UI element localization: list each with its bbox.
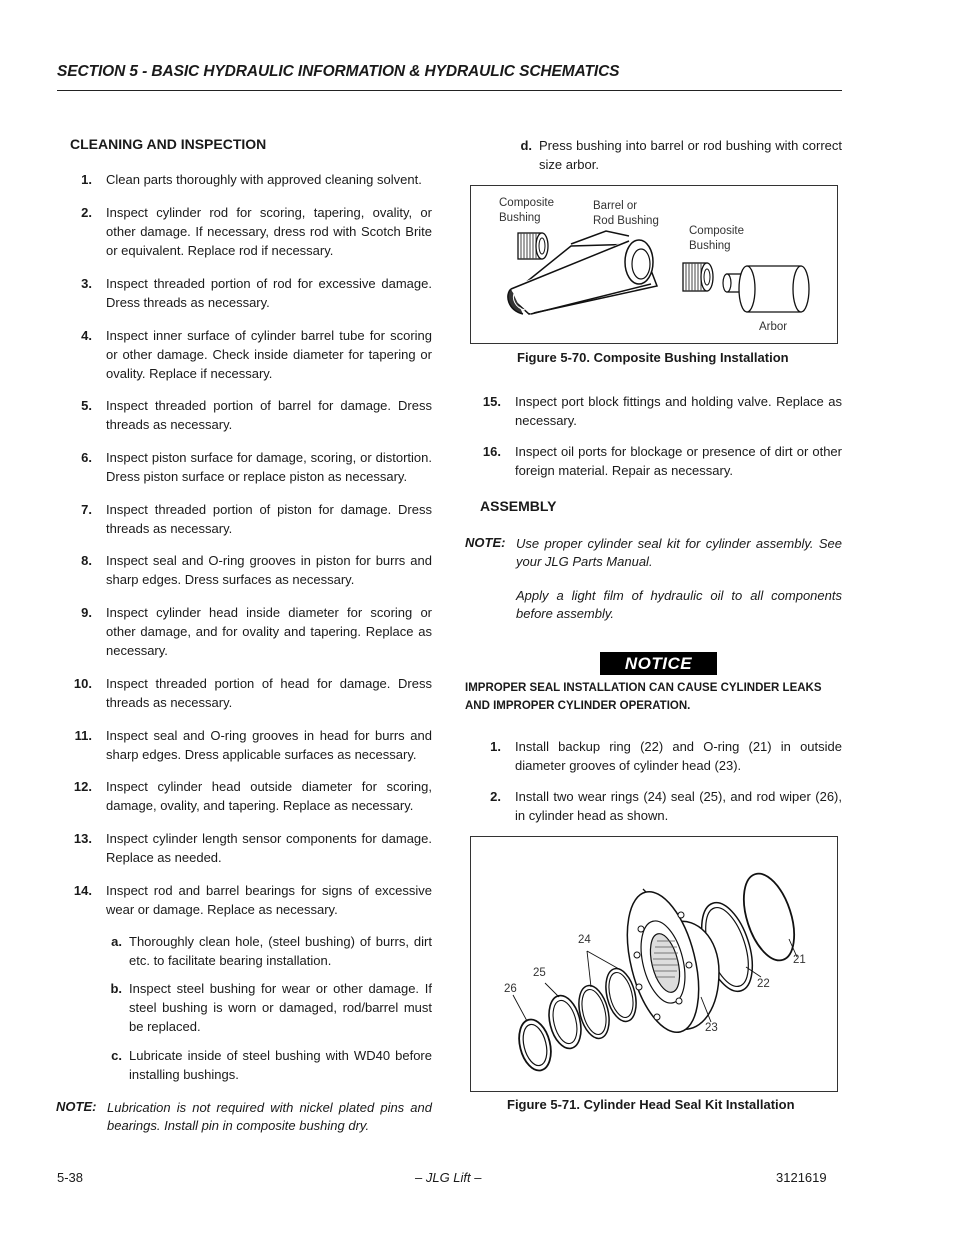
seal-kit-illustration xyxy=(471,837,837,1091)
item-number: 7. xyxy=(81,502,92,517)
list-item xyxy=(70,726,432,764)
document-number: 3121619 xyxy=(776,1170,827,1185)
item-text: Inspect rod and barrel bearings for signs of excessive wear or damage. Replace as necessary. xyxy=(106,883,432,917)
list-item xyxy=(480,442,842,480)
item-text: Install backup ring (22) and O-ring (21) in outside diameter grooves of cylinder head (23). xyxy=(515,739,842,773)
callout-26: 26 xyxy=(504,983,517,995)
item-text: Inspect cylinder head inside diameter for scoring or other damage, and for ovality and tapering. Replace as necessary. xyxy=(106,605,432,658)
list-item xyxy=(70,203,432,260)
o-ring-21 xyxy=(734,867,804,966)
item-letter: a. xyxy=(111,934,122,949)
notice-text: IMPROPER SEAL INSTALLATION CAN CAUSE CYLINDER LEAKS AND IMPROPER CYLINDER OPERATION. xyxy=(465,682,822,712)
arbor xyxy=(723,266,809,312)
composite-bushing-2 xyxy=(683,263,713,291)
label-barrel-rod-bushing: Barrel or Rod Bushing xyxy=(593,200,659,227)
item-number: 1. xyxy=(490,739,501,754)
item-text: Inspect cylinder head outside diameter for scoring, damage, ovality, and tapering. Replace as necessary. xyxy=(106,779,432,813)
item-number: 5. xyxy=(81,398,92,413)
section-title: SECTION 5 - BASIC HYDRAULIC INFORMATION & HYDRAULIC SCHEMATICS xyxy=(57,63,620,80)
note-text: Use proper cylinder seal kit for cylinder assembly. See your JLG Parts Manual. xyxy=(516,536,842,569)
item-number: 2. xyxy=(81,205,92,220)
list-item xyxy=(70,448,432,486)
callout-24: 24 xyxy=(578,934,591,946)
item-number: 16. xyxy=(482,444,501,459)
sub-list-item xyxy=(518,136,842,174)
composite-bushing-1 xyxy=(518,233,548,259)
item-letter: b. xyxy=(110,981,122,996)
item-letter: c. xyxy=(111,1048,122,1063)
list-item xyxy=(70,777,432,815)
item-number: 1. xyxy=(81,172,92,187)
notice-badge: NOTICE xyxy=(600,652,717,675)
item-text: Inspect cylinder rod for scoring, tapering, ovality, or other damage. If necessary, dress rod with Scotch Brite or equivalent. Replace rod if necessary. xyxy=(106,205,432,258)
item-number: 10. xyxy=(73,676,92,691)
callout-25: 25 xyxy=(533,967,546,979)
figure-70-caption: Figure 5-70. Composite Bushing Installation xyxy=(517,350,789,365)
item-text: Inspect seal and O-ring grooves in head for burrs and sharp edges. Dress applicable surfaces as necessary. xyxy=(106,728,432,762)
item-text: Inspect cylinder length sensor components for damage. Replace as needed. xyxy=(106,831,432,865)
item-number: 6. xyxy=(81,450,92,465)
list-item xyxy=(70,829,432,867)
list-item xyxy=(70,274,432,312)
item-text: Lubricate inside of steel bushing with WD40 before installing bushings. xyxy=(129,1048,432,1082)
cleaning-inspection-heading: CLEANING AND INSPECTION xyxy=(70,136,267,152)
item-number: 12. xyxy=(73,779,92,794)
item-number: 4. xyxy=(81,328,92,343)
callout-23: 23 xyxy=(705,1022,718,1034)
figure-71-caption: Figure 5-71. Cylinder Head Seal Kit Installation xyxy=(507,1097,795,1112)
item-letter: d. xyxy=(520,138,532,153)
item-text: Inspect inner surface of cylinder barrel tube for scoring or other damage. Check inside diameter for tapering or ovality. Replace if necessary. xyxy=(106,328,432,381)
item-number: 15. xyxy=(482,394,501,409)
list-item xyxy=(480,787,842,825)
list-item xyxy=(480,392,842,430)
item-text: Clean parts thoroughly with approved cleaning solvent. xyxy=(106,172,422,187)
item-text: Inspect piston surface for damage, scoring, or distortion. Dress piston surface or replace piston as necessary. xyxy=(106,450,432,484)
list-item xyxy=(70,170,432,189)
item-text: Inspect seal and O-ring grooves in piston for burrs and sharp edges. Dress surfaces as necessary. xyxy=(106,553,432,587)
item-number: 14. xyxy=(73,883,92,898)
item-number: 2. xyxy=(490,789,501,804)
item-text: Install two wear rings (24) seal (25), and rod wiper (26), in cylinder head as shown. xyxy=(515,789,842,823)
item-text: Press bushing into barrel or rod bushing with correct size arbor. xyxy=(539,138,842,172)
list-item xyxy=(480,737,842,775)
sub-list-item xyxy=(106,932,432,970)
sub-list-item xyxy=(106,979,432,1036)
label-composite-bushing-2: Composite Bushing xyxy=(689,225,744,252)
note-label: NOTE: xyxy=(465,535,506,550)
sub-list-item xyxy=(106,1046,432,1084)
item-number: 3. xyxy=(81,276,92,291)
item-number: 9. xyxy=(81,605,92,620)
figure-composite-bushing xyxy=(470,185,838,344)
item-text: Inspect threaded portion of rod for excessive damage. Dress threads as necessary. xyxy=(106,276,432,310)
callout-21: 21 xyxy=(793,954,806,966)
header-divider xyxy=(57,90,842,91)
item-number: 8. xyxy=(81,553,92,568)
callout-22: 22 xyxy=(757,978,770,990)
list-item xyxy=(70,603,432,660)
item-text: Thoroughly clean hole, (steel bushing) of burrs, dirt etc. to facilitate bearing installation. xyxy=(129,934,432,968)
list-item xyxy=(70,551,432,589)
list-item xyxy=(70,674,432,712)
note-label: NOTE: xyxy=(56,1099,97,1114)
note-text: Apply a light film of hydraulic oil to all components before assembly. xyxy=(516,588,842,621)
cylinder-head-23 xyxy=(615,884,719,1039)
list-item xyxy=(70,396,432,434)
item-text: Inspect threaded portion of barrel for damage. Dress threads as necessary. xyxy=(106,398,432,432)
item-text: Inspect oil ports for blockage or presence of dirt or other foreign material. Repair as necessary. xyxy=(515,444,842,478)
item-text: Inspect threaded portion of head for damage. Dress threads as necessary. xyxy=(106,676,432,710)
item-number: 13. xyxy=(73,831,92,846)
assembly-heading: ASSEMBLY xyxy=(480,498,557,514)
item-number: 11. xyxy=(74,728,92,743)
figure-cylinder-head-seal-kit xyxy=(470,836,838,1092)
note-text: Lubrication is not required with nickel plated pins and bearings. Install pin in composite bushing dry. xyxy=(107,1100,432,1133)
footer-center: – JLG Lift – xyxy=(415,1170,482,1185)
item-text: Inspect steel bushing for wear or other damage. If steel bushing is worn or damaged, rod/barrel must be replaced. xyxy=(129,981,432,1034)
list-item xyxy=(70,326,432,383)
label-arbor: Arbor xyxy=(759,321,788,333)
item-text: Inspect port block fittings and holding valve. Replace as necessary. xyxy=(515,394,842,428)
item-text: Inspect threaded portion of piston for damage. Dress threads as necessary. xyxy=(106,502,432,536)
list-item xyxy=(70,500,432,538)
page-number: 5-38 xyxy=(57,1170,84,1185)
list-item xyxy=(70,881,432,919)
label-composite-bushing-1: Composite Bushing xyxy=(499,197,554,224)
